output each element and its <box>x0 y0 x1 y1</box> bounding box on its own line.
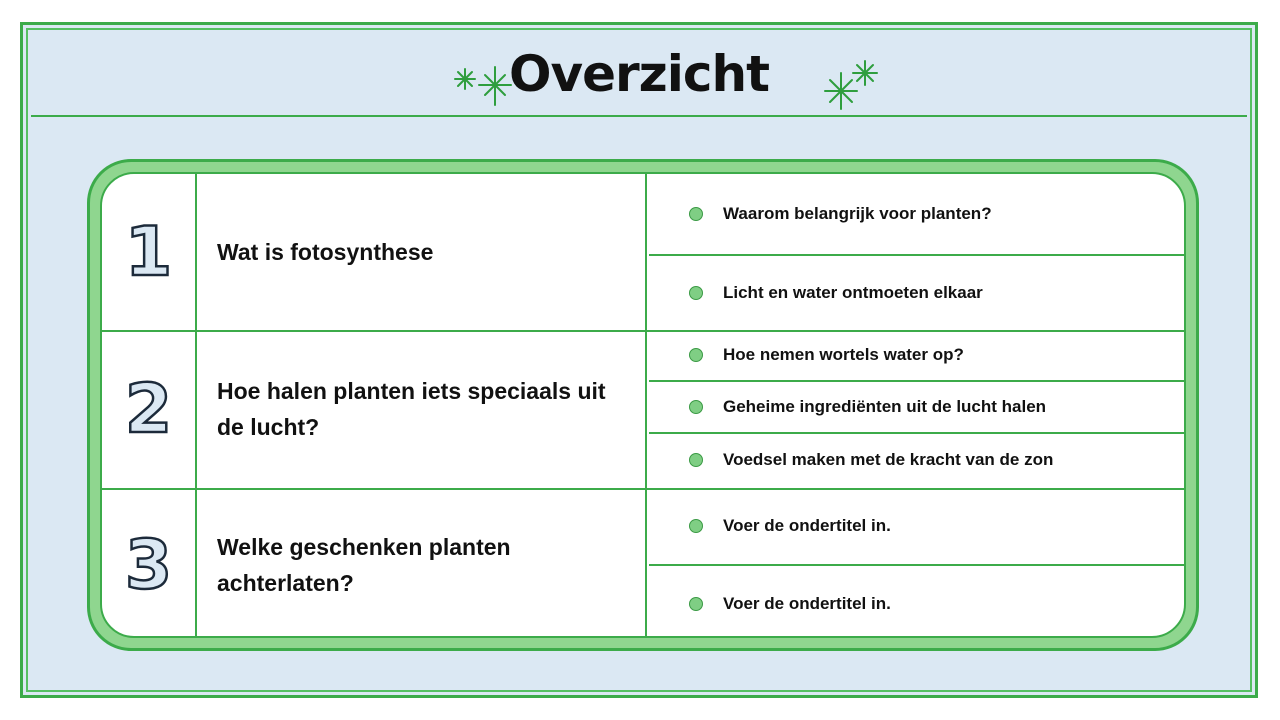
bullet-dot-icon <box>689 519 703 533</box>
subtopic-item <box>649 174 1184 256</box>
subtopic-label: Voer de ondertitel in. <box>723 594 891 613</box>
bullet-dot-icon <box>689 453 703 467</box>
bullet-dot-icon <box>689 400 703 414</box>
subtopic-item <box>649 488 1184 566</box>
section-number: 2 <box>124 369 173 449</box>
bullet-dot-icon <box>689 207 703 221</box>
subtopic-label: Geheime ingrediënten uit de lucht halen <box>723 397 1047 416</box>
subtopic-label: Waarom belangrijk voor planten? <box>723 204 992 223</box>
sparkle-icon <box>801 51 891 111</box>
page-title: Overzicht <box>508 45 770 103</box>
subtopic-item <box>649 566 1184 638</box>
bullet-dot-icon <box>689 597 703 611</box>
section-topic-cell <box>197 488 647 638</box>
subtopic-list <box>649 488 1184 638</box>
subtopic-label: Voer de ondertitel in. <box>723 516 891 535</box>
subtopic-item <box>649 434 1184 486</box>
subtopic-item <box>649 382 1184 434</box>
sparkle-icon <box>427 51 517 111</box>
section-number-cell <box>102 330 197 488</box>
section-number: 3 <box>124 525 173 605</box>
section-topic: Welke geschenken planten achterlaten? <box>217 534 511 596</box>
subtopic-item <box>649 330 1184 382</box>
section-number: 1 <box>124 212 173 292</box>
subtopic-list <box>649 174 1184 330</box>
section-row <box>102 488 1184 638</box>
subtopic-label: Voedsel maken met de kracht van de zon <box>723 450 1054 469</box>
subtopic-label: Hoe nemen wortels water op? <box>723 345 964 364</box>
section-row <box>102 174 1184 332</box>
subtopic-item <box>649 256 1184 330</box>
section-number-cell <box>102 488 197 638</box>
section-row <box>102 330 1184 490</box>
section-number-cell <box>102 174 197 330</box>
overview-card <box>87 159 1199 651</box>
section-topic: Hoe halen planten iets speciaals uit de lucht? <box>217 378 606 440</box>
bullet-dot-icon <box>689 286 703 300</box>
section-topic: Wat is fotosynthese <box>217 239 434 265</box>
slide-frame <box>20 22 1258 698</box>
subtopic-list <box>649 330 1184 488</box>
overview-table <box>100 172 1186 638</box>
section-topic-cell <box>197 330 647 488</box>
section-topic-cell <box>197 174 647 330</box>
header <box>31 33 1247 117</box>
subtopic-label: Licht en water ontmoeten elkaar <box>723 283 983 302</box>
bullet-dot-icon <box>689 348 703 362</box>
